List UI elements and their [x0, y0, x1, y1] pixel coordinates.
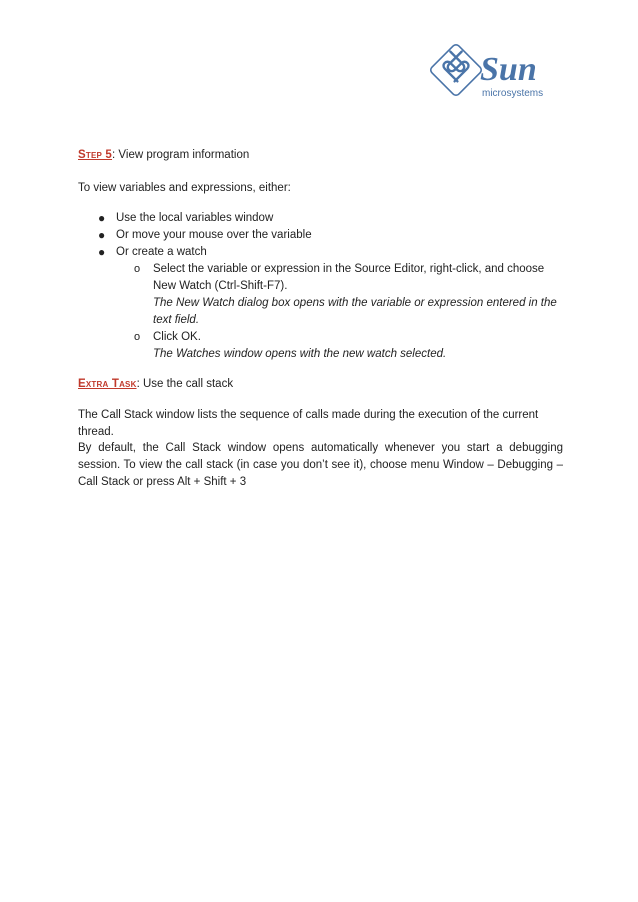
- sub-item-text: Click OK.: [153, 331, 201, 343]
- extra-task-title: : Use the call stack: [136, 378, 234, 390]
- watch-steps-list: [134, 261, 568, 363]
- logo-wordmark: Sun: [480, 51, 537, 88]
- bullet-icon: ●: [98, 228, 106, 242]
- call-stack-instructions: By default, the Call Stack window opens automatically whenever you start a debugging session. To view the call stack (in case you don’t see it), choose menu Window – Debugging – Call Stack or press Alt + Shift + 3: [78, 442, 563, 488]
- sub-item-note: The New Watch dialog box opens with the variable or expression entered in the text field.: [153, 297, 557, 326]
- step-5-label: Step 5: [78, 149, 113, 161]
- extra-task-label: Extra Task: [78, 378, 137, 390]
- logo-tagline: microsystems: [482, 88, 544, 99]
- sub-item-text: Select the variable or expression in the Source Editor, right-click, and choose New Watch (Ctrl-Shift-F7).: [153, 263, 545, 292]
- call-stack-description: The Call Stack window lists the sequence of calls made during the execution of the current thread.: [78, 409, 539, 438]
- bullet-icon: ●: [98, 211, 106, 225]
- intro-text: To view variables and expressions, either:: [78, 182, 291, 194]
- bullet-text: Or create a watch: [116, 246, 207, 258]
- step-5-heading: [78, 147, 578, 164]
- list-item: [98, 227, 568, 244]
- sun-logo: [430, 42, 560, 102]
- step-5-title: : View program information: [112, 149, 250, 161]
- circle-bullet-icon: o: [134, 263, 141, 275]
- bullet-text: Or move your mouse over the variable: [116, 229, 312, 241]
- list-item: [98, 244, 568, 363]
- bullet-icon: ●: [98, 245, 106, 259]
- sub-list-item: [134, 329, 561, 363]
- sub-item-note: The Watches window opens with the new watch selected.: [153, 348, 447, 360]
- extra-task-heading: [78, 376, 578, 393]
- list-item: [98, 210, 568, 227]
- sub-list-item: [134, 261, 561, 329]
- circle-bullet-icon: o: [134, 331, 141, 343]
- bullet-text: Use the local variables window: [116, 212, 274, 224]
- options-list: [98, 210, 568, 363]
